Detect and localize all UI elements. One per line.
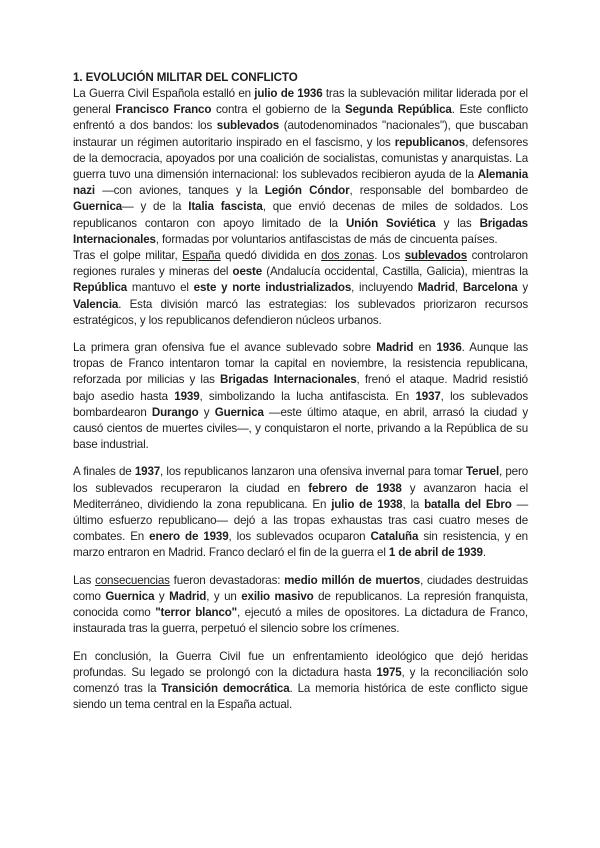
text-run: , los sublevados bombardearon (73, 389, 528, 419)
bold-text: Madrid (169, 589, 207, 603)
bold-text: Francisco Franco (115, 103, 212, 117)
text-run: , incluyendo (351, 281, 418, 295)
section-title: 1. EVOLUCIÓN MILITAR DEL CONFLICTO (73, 71, 298, 84)
text-run: —último esfuerzo republicano— dejó a las tropas exhaustas tras casi cuatro meses de combates. En (73, 497, 529, 544)
bold-text: enero de 1939 (149, 530, 229, 544)
bold-text: Barcelona (462, 281, 518, 295)
paragraph-3 (73, 340, 528, 453)
text-run: (Andalucía occidental, Castilla, Galicia), mientras la (262, 265, 528, 279)
bold-text: 1937 (415, 389, 441, 403)
text-run: , responsable del bombardeo de (349, 184, 528, 198)
text-run: , los republicanos lanzaron una ofensiva invernal para tomar (160, 465, 466, 479)
bold-text: Madrid (417, 281, 455, 295)
bold-text: Guernica (105, 589, 155, 603)
text-run: Tras el golpe militar, (73, 249, 183, 263)
text-run: , (454, 281, 463, 295)
text-run: . (482, 546, 486, 560)
bold-text: 1975 (376, 665, 402, 679)
bold-text: Transición democrática (161, 681, 290, 695)
bold-text: Unión Soviética (345, 216, 436, 230)
bold-text: Guernica (214, 405, 264, 419)
bold-text: julio de 1938 (331, 497, 403, 511)
text-run: , la (402, 497, 425, 511)
text-run: — y de la (122, 200, 189, 214)
text-run: controlaron regiones rurales y mineras del (73, 249, 528, 279)
text-run: La Guerra Civil Española estalló en (73, 87, 255, 100)
text-run: , defensores de la democracia, apoyados por una coalición de socialistas, comunistas y anarquistas. La guerra tuvo una dimensión internacional: los sublevados recibieron ayuda de la (73, 135, 528, 182)
text-run: , formadas por voluntarios antifascistas de más de cincuenta países. (155, 232, 498, 246)
bold-text: oeste (232, 265, 263, 279)
bold-text: julio de 1936 (254, 87, 323, 100)
bold-text: Brigadas Internacionales (73, 216, 528, 246)
bold-text: febrero de 1938 (308, 481, 402, 495)
text-run: En conclusión, la Guerra Civil fue un enfrentamiento ideológico que dejó heridas profundas. Su legado se prolongó con la dictadura hasta (73, 649, 528, 679)
text-run: . Esta división marcó las estrategias: los sublevados priorizaron recursos estratégicos, y los republicanos defendieron núcleos urbanos. (73, 297, 528, 327)
text-run: y avanzaron hacia el Mediterráneo, dividiendo la zona republicana. En (73, 481, 529, 511)
text-run: La primera gran ofensiva fue el avance sublevado sobre (73, 341, 377, 355)
underlined-text: España (182, 249, 221, 263)
text-run: A finales de (73, 465, 135, 479)
bold-text: exilio masivo (241, 589, 314, 603)
paragraph-5 (73, 573, 528, 638)
text-run: , pero los sublevados recuperaron la ciudad en (73, 465, 528, 495)
text-run: fueron devastadoras: (169, 573, 285, 587)
text-run: quedó dividida en (220, 249, 322, 263)
bold-text: sublevados (216, 119, 280, 133)
paragraph-1 (73, 86, 528, 248)
text-run: , ejecutó a miles de opositores. La dictadura de Franco, instaurada tras la guerra, perpetuó el silencio sobre los crímenes. (73, 606, 528, 636)
paragraph-2 (73, 248, 528, 329)
text-run: en (413, 341, 437, 355)
text-run: y (154, 589, 170, 603)
bold-text: 1 de abril de 1939 (388, 546, 483, 560)
bold-text: Guernica (73, 200, 123, 214)
text-run: y las (435, 216, 480, 230)
text-run: . Aunque las tropas de Franco intentaron tomar la capital en noviembre, la resistencia republicana, reforzada por milicias y las (73, 341, 528, 387)
text-run: (autodenominados "nacionales"), que buscaban instaurar un régimen autoritario inspirado en el fascismo, y los (73, 119, 528, 149)
text-run: , los sublevados ocuparon (228, 530, 371, 544)
bold-text: "terror blanco" (155, 606, 237, 620)
bold-text: medio millón de muertos (284, 573, 421, 587)
bold-text: República (73, 281, 128, 295)
text-run: . Los (374, 249, 405, 263)
bold-text: Brigadas Internacionales (220, 373, 357, 387)
text-run: y (198, 405, 215, 419)
bold-text: 1937 (134, 465, 161, 479)
text-run: y (517, 281, 528, 295)
text-run: de republicanos. La represión franquista, conocida como (73, 589, 529, 620)
underlined-text: dos zonas (321, 249, 375, 263)
bold-text: republicanos (394, 135, 466, 149)
bold-text: este y norte industrializados (193, 281, 352, 295)
bold-text: 1936 (436, 341, 462, 355)
bold-text: Alemania nazi (73, 168, 528, 198)
text-run: , ciudades destruidas como (73, 573, 528, 603)
underlined-text: consecuencias (95, 573, 170, 587)
text-run: tras la sublevación militar liderada por el general (73, 87, 528, 117)
text-run: , y la reconciliación solo comenzó tras la (73, 665, 529, 695)
text-run: , que envió decenas de miles de soldados. Los republicanos contaron con apoyo limitado de la (73, 200, 528, 230)
text-run: —este último ataque, en abril, arrasó la ciudad y causó cientos de muertes civiles—, y conquistaron el norte, privando a la República de su base industrial. (73, 405, 529, 452)
text-run: , y un (206, 589, 242, 603)
bold-text: Valencia (73, 297, 119, 311)
text-run: Las (73, 573, 96, 587)
paragraph-6 (73, 649, 528, 714)
text-run: mantuvo el (127, 281, 194, 295)
text-run: sin resistencia, y en marzo entraron en Madrid. Franco declaró el fin de la guerra el (73, 530, 528, 560)
text-run: . Este conflicto enfrentó a dos bandos: los (73, 103, 529, 133)
bold-text: Madrid (376, 341, 414, 355)
text-run: . La memoria histórica de este conflicto sigue siendo un tema central en la España actual. (73, 681, 528, 712)
bold-text: Segunda República (344, 103, 452, 117)
bold-text: Durango (151, 405, 199, 419)
paragraph-4 (73, 464, 528, 561)
bold-text: 1939 (174, 389, 200, 403)
bold-text: Legión Cóndor (264, 184, 350, 198)
text-run: —con aviones, tanques y la (94, 184, 265, 198)
bold-text: batalla del Ebro (424, 497, 512, 511)
document-body (73, 86, 528, 713)
emphasis-text: sublevados (404, 249, 468, 263)
bold-text: Teruel (465, 465, 500, 479)
bold-text: Cataluña (370, 530, 419, 544)
bold-text: Italia fascista (188, 200, 263, 214)
text-run: , frenó el ataque. Madrid resistió bajo asedio hasta (73, 373, 528, 403)
text-run: contra el gobierno de la (211, 103, 345, 117)
text-run: , simbolizando la lucha antifascista. En (199, 389, 416, 403)
